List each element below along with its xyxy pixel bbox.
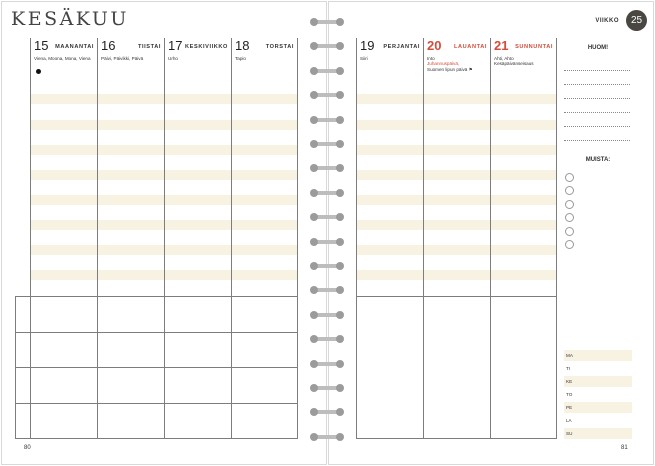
- page-number-left: 80: [24, 445, 31, 451]
- day-number: 16: [101, 38, 116, 53]
- spiral-ring: [310, 384, 344, 393]
- spiral-ring: [310, 140, 344, 149]
- flag-day-label: Suomen lipun päivä ⚑: [427, 67, 473, 72]
- note-line[interactable]: [564, 84, 630, 85]
- weekday-row-ti[interactable]: TI: [566, 366, 571, 371]
- spiral-ring: [310, 18, 344, 27]
- checkbox-circle[interactable]: [565, 227, 574, 236]
- grid-line: [15, 296, 298, 297]
- week-number-badge: 25: [626, 10, 647, 31]
- name-days: Urho: [168, 56, 178, 61]
- spiral-ring: [310, 116, 344, 125]
- grid-line: [15, 403, 298, 404]
- day-name: LAUANTAI: [454, 44, 487, 50]
- name-days: Siiri: [360, 56, 368, 61]
- weekday-row-ke[interactable]: KE: [564, 376, 632, 387]
- note-line[interactable]: [564, 98, 630, 99]
- day-number: 17: [168, 38, 183, 53]
- checkbox-circle[interactable]: [565, 213, 574, 222]
- day-column-wednesday[interactable]: [164, 38, 231, 439]
- note-line[interactable]: [564, 126, 630, 127]
- grid-line: [356, 296, 557, 297]
- day-column-monday[interactable]: [30, 38, 97, 439]
- day-column-sunday[interactable]: [490, 38, 557, 439]
- day-column-thursday[interactable]: [231, 38, 298, 439]
- weekday-row-ma[interactable]: MA: [564, 350, 632, 361]
- day-number: 18: [235, 38, 250, 53]
- checkbox-circle[interactable]: [565, 200, 574, 209]
- checkbox-circle[interactable]: [565, 186, 574, 195]
- spiral-ring: [310, 67, 344, 76]
- spiral-ring: [310, 189, 344, 198]
- note-line[interactable]: [564, 140, 630, 141]
- grid-line: [15, 332, 298, 333]
- spiral-ring: [310, 408, 344, 417]
- note-line[interactable]: [564, 112, 630, 113]
- day-number: 20: [427, 38, 442, 53]
- spiral-ring: [310, 213, 344, 222]
- grid-line: [15, 438, 298, 439]
- weekday-row-su[interactable]: SU: [564, 428, 632, 439]
- day-column-saturday[interactable]: [423, 38, 490, 439]
- day-name: TORSTAI: [265, 44, 294, 50]
- checkbox-circle[interactable]: [565, 173, 574, 182]
- spiral-ring: [310, 42, 344, 51]
- weekday-row-la[interactable]: LA: [566, 418, 572, 423]
- spiral-ring: [310, 360, 344, 369]
- spiral-ring: [310, 433, 344, 442]
- day-name: KESKIVIIKKO: [185, 44, 228, 50]
- spiral-ring: [310, 335, 344, 344]
- month-title: KESÄKUU: [11, 8, 129, 30]
- spiral-ring: [310, 262, 344, 271]
- checkbox-circle[interactable]: [565, 240, 574, 249]
- day-name: MAANANTAI: [55, 44, 94, 50]
- name-days: Viena, Moona, Mona, Viena: [34, 56, 91, 61]
- day-name: SUNNUNTAI: [515, 44, 553, 50]
- spiral-ring: [310, 238, 344, 247]
- day-name: PERJANTAI: [383, 44, 420, 50]
- spiral-ring: [310, 164, 344, 173]
- spiral-ring: [310, 286, 344, 295]
- huom-title: HUOM!: [587, 45, 609, 51]
- weekday-row-to[interactable]: TO: [566, 392, 573, 397]
- spiral-ring: [310, 91, 344, 100]
- grid-line: [15, 296, 16, 439]
- day-number: 19: [360, 38, 375, 53]
- page-number-right: 81: [621, 445, 628, 451]
- name-days: Ahti, Ahto Kesäpäivänseisaus: [494, 56, 534, 67]
- day-name: TIISTAI: [137, 44, 161, 50]
- name-days: Tapio: [235, 56, 246, 61]
- day-number: 15: [34, 38, 49, 53]
- moon-phase-icon: [36, 69, 41, 74]
- name-days: Päivi, Päivikki, Päivä: [101, 56, 144, 61]
- week-label: VIIKKO: [595, 18, 619, 24]
- holiday-label: Juhannuspäivä,: [427, 61, 460, 66]
- spiral-ring: [310, 311, 344, 320]
- note-line[interactable]: [564, 70, 630, 71]
- grid-line: [15, 367, 298, 368]
- day-column-tuesday[interactable]: [97, 38, 164, 439]
- weekday-row-pe[interactable]: PE: [564, 402, 632, 413]
- day-column-friday[interactable]: [356, 38, 423, 439]
- muista-title: MUISTA:: [585, 157, 611, 163]
- grid-line: [356, 438, 557, 439]
- day-number: 21: [494, 38, 509, 53]
- name-days: Into: [427, 56, 435, 61]
